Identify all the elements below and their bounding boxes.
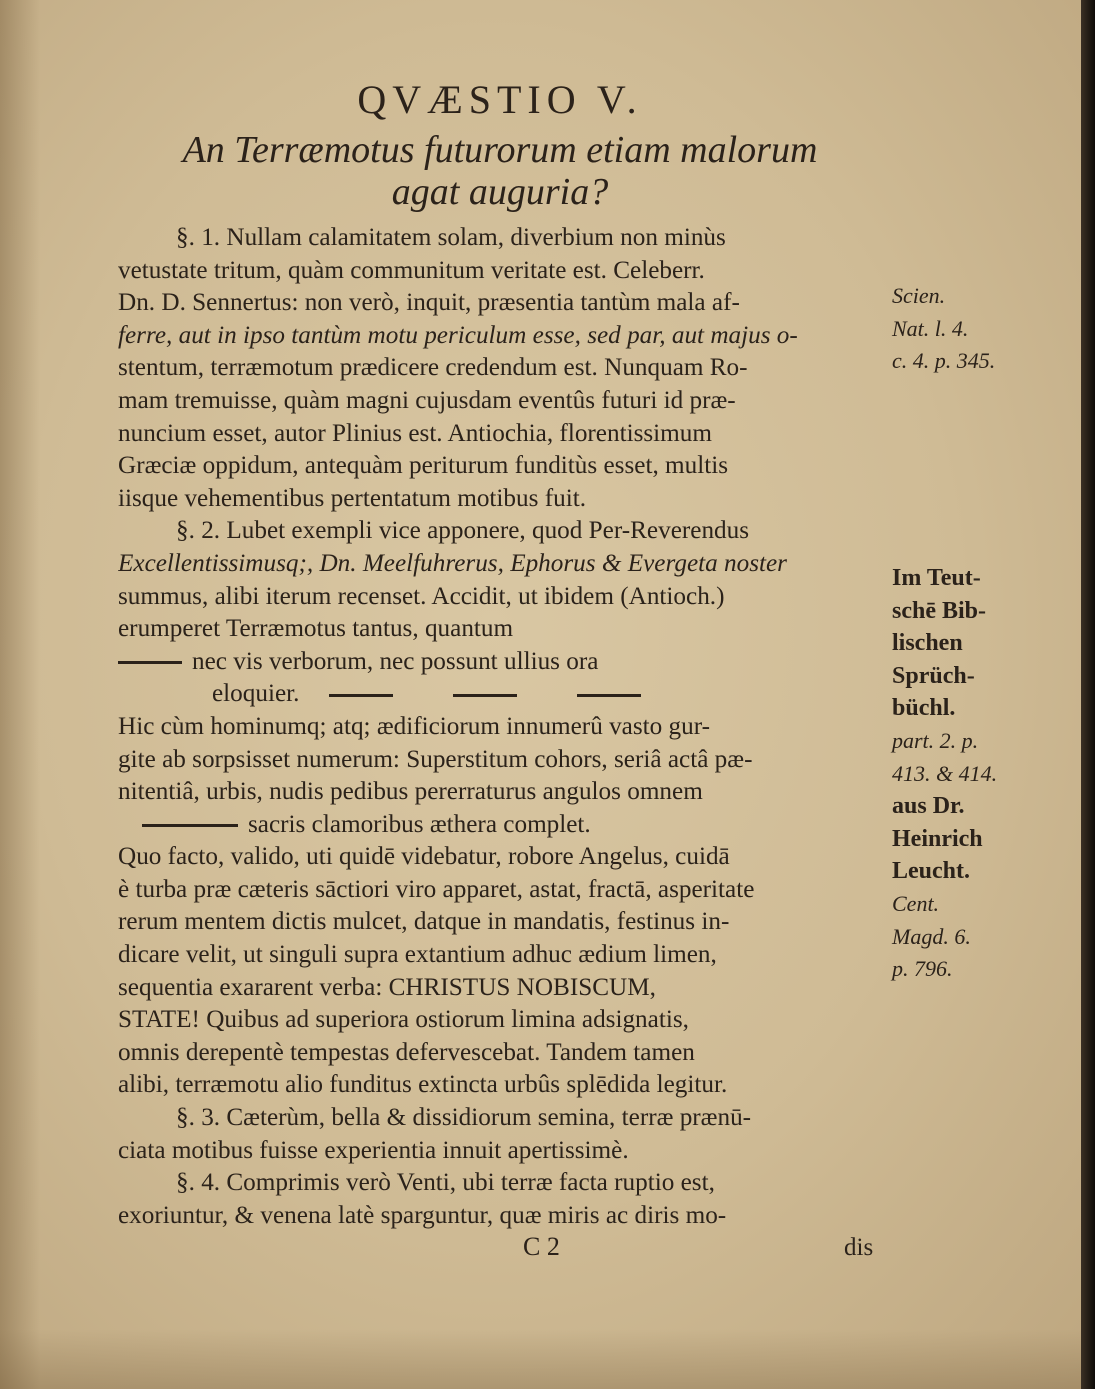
text-line: è turba præ cæteris sāctiori viro apparet, astat, fractā, asperitate [118, 875, 755, 903]
dash-rule [329, 694, 393, 697]
text-line: alibi, terræmotu alio funditus extincta urbûs splēdida legitur. [118, 1071, 728, 1099]
verse-line [118, 809, 888, 842]
text-line: nitentiâ, urbis, nudis pedibus pererraturus angulos omnem [118, 778, 703, 806]
text-line: §. 4. Comprimis verò Venti, ubi terræ facta ruptio est, [176, 1169, 715, 1197]
margin-line: part. 2. p. [892, 727, 979, 753]
margin-line: schē Bib- [892, 597, 987, 624]
margin-line: aus Dr. [892, 793, 965, 820]
margin-line: Leucht. [892, 858, 970, 885]
verse-text: nec vis verborum, nec possunt ullius ora [192, 647, 599, 675]
text-line: §. 3. Cæterùm, bella & dissidiorum semina, terræ prænū- [176, 1104, 752, 1132]
text-line: vetustate tritum, quàm communitum veritate est. Celeberr. [118, 256, 705, 284]
margin-line: p. 796. [892, 956, 953, 982]
text-line: Excellentissimusq;, Dn. Meelfuhrerus, Ephorus & Evergeta noster [118, 549, 787, 577]
dash-rule [577, 694, 641, 697]
text-line: ferre, aut in ipso tantùm motu periculum esse, sed par, aut majus o- [118, 321, 798, 349]
margin-line: c. 4. p. 345. [892, 348, 996, 374]
margin-note-reference-1 [892, 280, 1052, 378]
margin-line: Scien. [892, 283, 946, 308]
margin-line: Heinrich [892, 825, 983, 852]
text-line: Hic cùm hominumq; atq; ædificiorum innumerû vasto gur- [118, 712, 711, 740]
text-line: stentum, terræmotum prædicere credendum est. Nunquam Ro- [118, 354, 748, 382]
text-line: Dn. D. Sennertus: non verò, inquit, præsentia tantùm mala af- [118, 289, 740, 317]
text-line: sequentia exararent verba: CHRISTUS NOBISCUM, [118, 973, 656, 1001]
text-line: ciata motibus fuisse experientia innuit apertissimè. [118, 1136, 629, 1164]
text-line: summus, alibi iterum recenset. Accidit, ut ibidem (Antioch.) [118, 582, 725, 610]
margin-line: Magd. 6. [892, 923, 971, 949]
text-line: omnis derepentè tempestas defervescebat. Tandem tamen [118, 1038, 695, 1066]
margin-line: 413. & 414. [892, 760, 998, 786]
chapter-heading: QVÆSTIO V. [357, 77, 643, 122]
text-line: erumperet Terræmotus tantus, quantum [118, 615, 514, 643]
subtitle-line-2: agat auguria? [391, 171, 609, 213]
text-line: mam tremuisse, quàm magni cujusdam eventûs futuri id præ- [118, 386, 736, 414]
text-line: iisque vehementibus pertentatum motibus fuit. [118, 484, 586, 512]
catchword: dis [844, 1234, 874, 1261]
text-line: gite ab sorpsisset numerum: Superstitum cohors, seriâ actâ pæ- [118, 745, 753, 773]
margin-line: lischen [892, 630, 963, 657]
text-line: STATE! Quibus ad superiora ostiorum limina adsignatis, [118, 1006, 689, 1034]
margin-line: Sprüch- [892, 662, 975, 689]
dash-rule [118, 661, 182, 664]
text-line: §. 2. Lubet exempli vice apponere, quod Per-Reverendus [176, 517, 750, 545]
margin-note-reference-2 [892, 562, 1052, 986]
margin-line: Nat. l. 4. [892, 315, 969, 341]
text-line: §. 1. Nullam calamitatem solam, diverbium non minùs [176, 224, 726, 251]
text-line: Græciæ oppidum, antequàm periturum funditùs esset, multis [118, 452, 729, 480]
body-text [118, 222, 888, 1232]
text-line: exoriuntur, & venena latè sparguntur, quæ miris ac diris mo- [118, 1201, 727, 1229]
subtitle-line-1: An Terræmotus futurorum etiam malorum [182, 129, 818, 171]
text-line: nuncium esset, autor Plinius est. Antiochia, florentissimum [118, 419, 712, 447]
page-shadow-left [0, 0, 40, 1389]
page-edge-dark [1081, 0, 1095, 1389]
dash-rule [142, 824, 238, 827]
verse-text: eloquier. [212, 680, 300, 708]
text-line: rerum mentem dictis mulcet, datque in mandatis, festinus in- [118, 908, 730, 936]
verse-text: sacris clamoribus æthera complet. [248, 810, 591, 838]
margin-line: Cent. [892, 890, 940, 916]
dash-rule [453, 694, 517, 697]
verse-line [118, 678, 888, 711]
text-line: Quo facto, valido, uti quidē videbatur, robore Angelus, cuidā [118, 843, 730, 871]
signature-mark: C 2 [523, 1232, 560, 1261]
margin-line: Im Teut- [892, 565, 981, 591]
margin-line: büchl. [892, 695, 956, 722]
page-shadow-bottom [0, 1329, 1095, 1389]
verse-line [118, 646, 888, 679]
text-line: dicare velit, ut singuli supra extantium adhuc ædium limen, [118, 941, 717, 969]
